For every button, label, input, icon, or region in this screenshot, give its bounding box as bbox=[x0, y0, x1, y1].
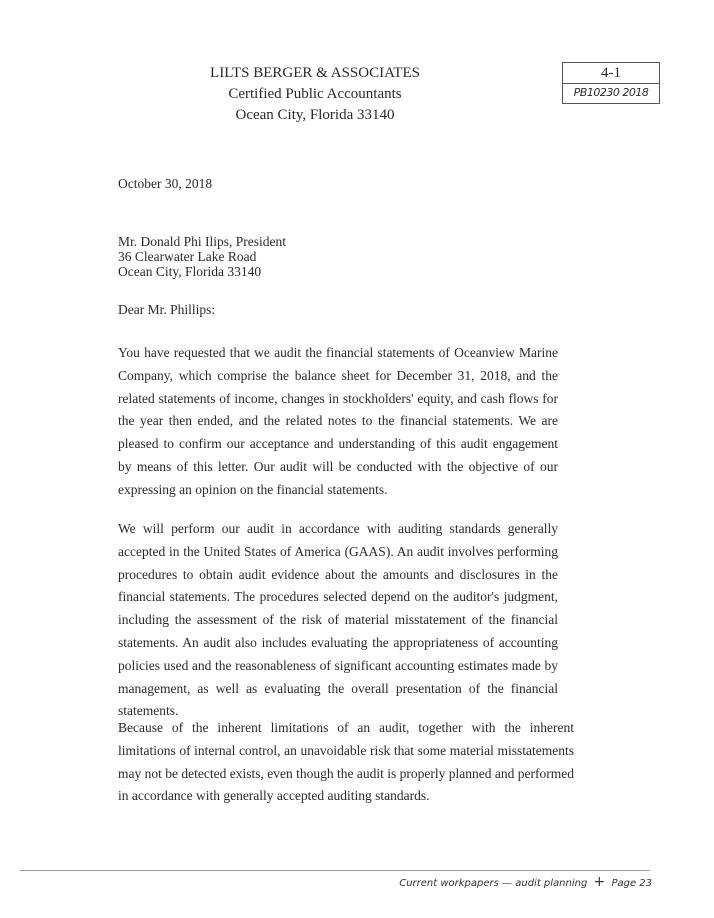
letterhead bbox=[165, 63, 465, 126]
recipient-name: Mr. Donald Phi Ilips, President bbox=[118, 234, 286, 249]
body-paragraph-2: We will perform our audit in accordance with auditing standards generally accepted in the United States of America (GAAS). An audit involves performing procedures to obtain audit evidence about the amounts and disclosures in the financial statements. The procedures selected depend on the auditor's judgment, including the assessment of the risk of material misstatement of the financial statements. An audit also includes evaluating the appropriateness of accounting policies used and the reasonableness of significant accounting estimates made by management, as well as evaluating the overall presentation of the financial statements. bbox=[118, 521, 558, 719]
footer-plus-separator: + bbox=[593, 874, 606, 890]
body-paragraph-1: You have requested that we audit the financial statements of Oceanview Marine Company, which comprise the balance sheet for December 31, 2018, and the related statements of income, changes in stockholders' equity, and cash flows for the year then ended, and the related notes to the financial statements. We are pleased to confirm our acceptance and understanding of this audit engagement by means of this letter. Our audit will be conducted with the objective of our expressing an opinion on the financial statements. bbox=[118, 345, 558, 497]
body-paragraph-3: Because of the inherent limitations of an audit, together with the inherent limitations of internal control, an unavoidable risk that some material misstatements may not be detected exists, even though the audit is properly planned and performed in accordance with generally accepted auditing standards. bbox=[118, 720, 574, 804]
footer-section: Current workpapers bbox=[399, 878, 499, 889]
page-number: Page 23 bbox=[611, 878, 652, 889]
workpaper-reference-box bbox=[562, 62, 660, 104]
firm-location: Ocean City, Florida 33140 bbox=[235, 107, 395, 123]
recipient-city: Ocean City, Florida 33140 bbox=[118, 264, 262, 279]
reference-divider bbox=[563, 83, 659, 84]
letter-date: October 30, 2018 bbox=[118, 176, 213, 191]
footer-rule bbox=[20, 870, 650, 871]
recipient-street: 36 Clearwater Lake Road bbox=[118, 249, 257, 264]
footer-dash: — bbox=[502, 878, 513, 889]
recipient-address bbox=[118, 234, 286, 279]
salutation: Dear Mr. Phillips: bbox=[118, 302, 216, 317]
firm-subtitle: Certified Public Accountants bbox=[228, 86, 402, 102]
firm-name: LILTS BERGER & ASSOCIATES bbox=[210, 65, 420, 81]
page-footer bbox=[399, 874, 652, 890]
workpaper-number: 4-1 bbox=[601, 65, 621, 81]
footer-subsection: audit planning bbox=[515, 878, 588, 889]
workpaper-code: PB10230 2018 bbox=[573, 86, 649, 99]
